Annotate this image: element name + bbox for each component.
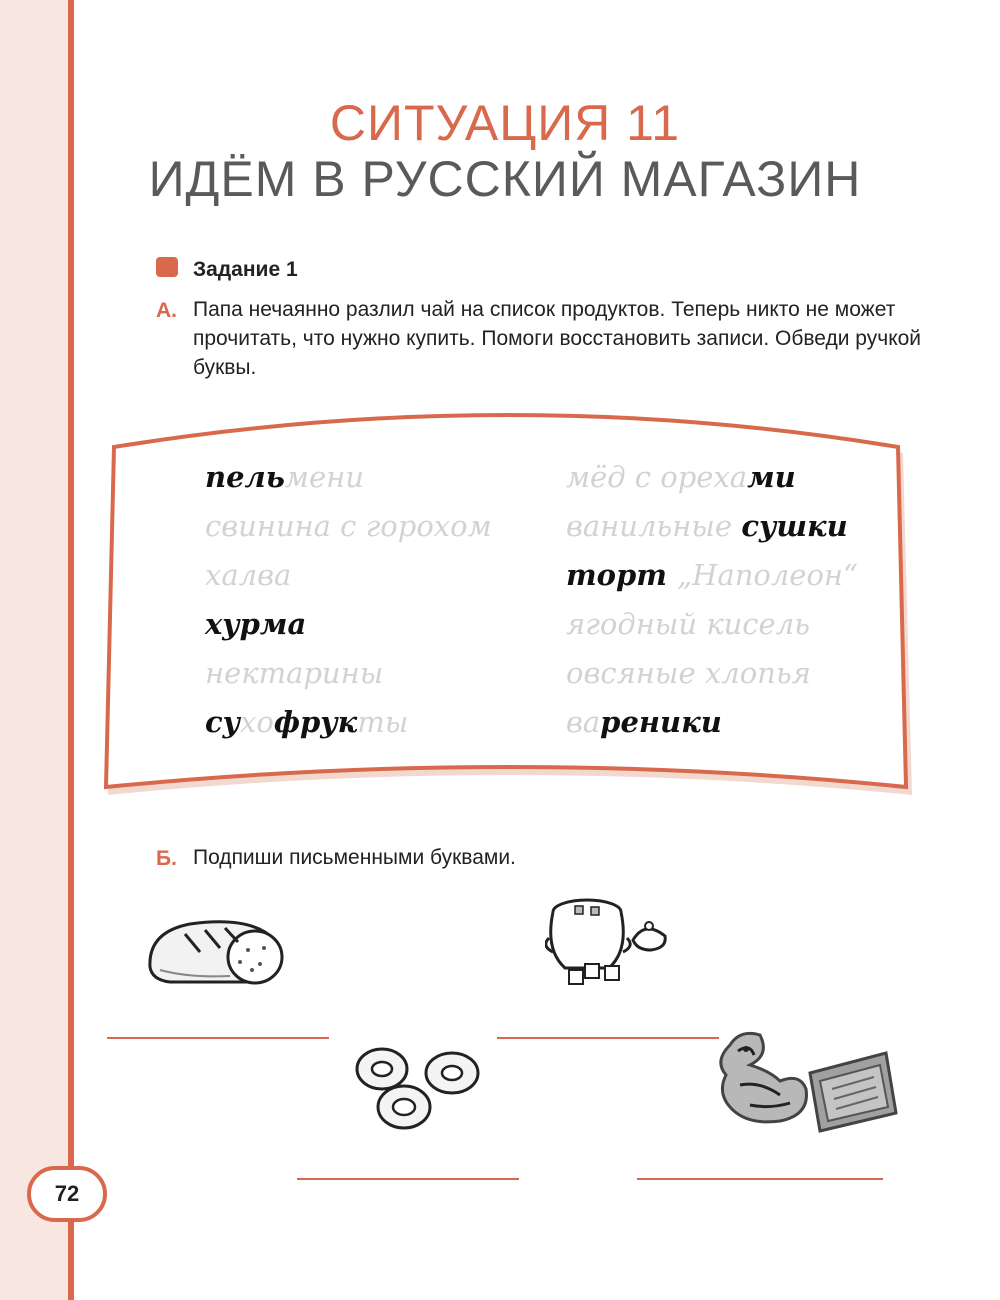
list-item: пельмени	[205, 460, 364, 494]
list-item: халва	[205, 558, 292, 592]
margin-strip	[0, 0, 68, 1300]
list-item: торт „Наполеон“	[566, 558, 858, 592]
list-item: ягодный кисель	[566, 607, 810, 641]
task-b-text: Подпиши письменными буквами.	[193, 846, 516, 869]
list-item: ванильные сушки	[566, 509, 848, 543]
answer-line-bagels[interactable]	[297, 1178, 519, 1180]
bread-icon	[140, 912, 290, 992]
task-a-text: Папа нечаянно разлил чай на список продуктов. Теперь никто не может прочитать, что нужно купить. Помоги восстановить записи. Обведи ручкой буквы.	[193, 298, 922, 379]
list-item: хурма	[205, 607, 307, 641]
task-b-letter: Б.	[156, 847, 177, 870]
page-number: 72	[27, 1166, 107, 1222]
list-item: сухофрукты	[205, 705, 409, 739]
margin-line	[68, 0, 74, 1300]
sugar-bowl-icon	[545, 890, 675, 990]
situation-subtitle: ИДЁМ В РУССКИЙ МАГАЗИН	[148, 151, 862, 207]
list-item: вареники	[566, 705, 722, 739]
task-bullet	[156, 257, 178, 277]
list-item: свинина с горохом	[205, 509, 492, 543]
gingerbread-icon	[710, 1025, 900, 1135]
task-label: Задание 1	[193, 258, 298, 281]
task-a-letter: А.	[156, 299, 177, 322]
list-item: мёд с орехами	[566, 460, 796, 494]
answer-line-sugar[interactable]	[497, 1037, 719, 1039]
situation-title: СИТУАЦИЯ 11	[329, 95, 681, 151]
answer-line-gingerbread[interactable]	[637, 1178, 883, 1180]
list-item: нектарины	[205, 656, 384, 690]
answer-line-bread[interactable]	[107, 1037, 329, 1039]
bagels-icon	[350, 1045, 490, 1135]
list-item: овсяные хлопья	[566, 656, 811, 690]
